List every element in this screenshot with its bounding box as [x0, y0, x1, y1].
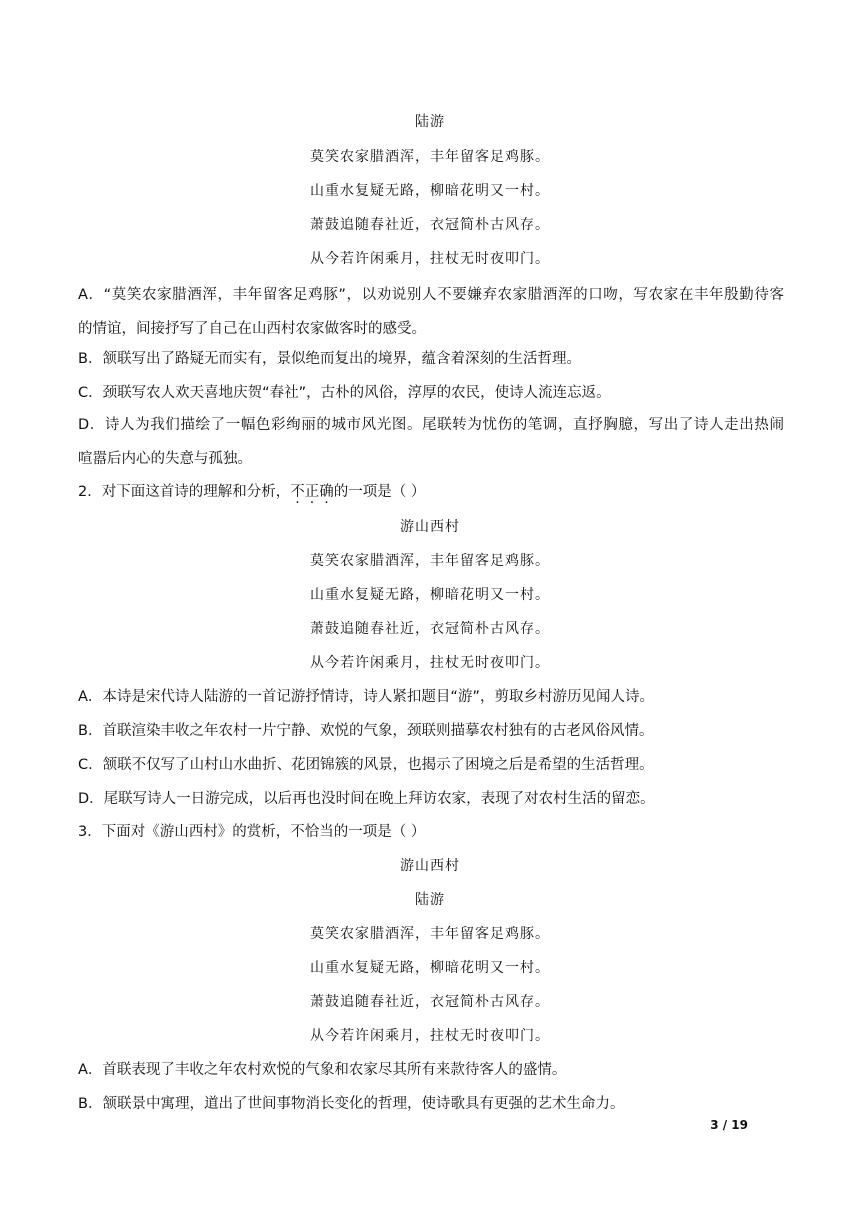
poem-author: 陆游 — [415, 114, 445, 130]
poem-line: 萧鼓追随春社近，衣冠简朴古风存。 — [310, 621, 550, 637]
question-stem-prefix: 2．对下面这首诗的理解和分析， — [78, 484, 291, 500]
poem-line: 莫笑农家腊酒浑，丰年留客足鸡豚。 — [310, 926, 550, 942]
poem-line: 萧鼓追随春社近，衣冠简朴古风存。 — [310, 994, 550, 1010]
poem-line: 从今若许闲乘月，拄杖无时夜叩门。 — [310, 1028, 550, 1044]
option-b: B．颔联景中寓理，道出了世间事物消长变化的哲理，使诗歌具有更强的艺术生命力。 — [78, 1096, 625, 1112]
option-a-line1: A．“莫笑农家腊酒浑，丰年留客足鸡豚”，以劝说别人不要嫌弃农家腊酒浑的口吻，写农家在丰年殷勤待客 — [78, 287, 784, 303]
page-number: 3 / 19 — [710, 1118, 748, 1132]
option-d: D．尾联写诗人一日游完成，以后再也没时间在晚上拜访农家，表现了对农村生活的留恋。 — [78, 791, 655, 807]
poem-line: 从今若许闲乘月，拄杖无时夜叩门。 — [310, 251, 550, 267]
poem-line: 萧鼓追随春社近，衣冠简朴古风存。 — [310, 217, 550, 233]
option-b: B．颔联写出了路疑无而实有，景似绝而复出的境界，蕴含着深刻的生活哲理。 — [78, 351, 581, 367]
option-a — [78, 278, 784, 346]
option-d-line1: D．诗人为我们描绘了一幅色彩绚丽的城市风光图。尾联转为忧伤的笔调，直抒胸臆，写出了诗人走出热闹 — [78, 417, 784, 433]
emphasis-char: 确 — [319, 484, 334, 500]
poem-line: 莫笑农家腊酒浑，丰年留客足鸡豚。 — [310, 553, 550, 569]
option-a: A．本诗是宋代诗人陆游的一首记游抒情诗，诗人紧扣题目“游”，剪取乡村游历见闻人诗。 — [78, 689, 654, 705]
poem-line: 从今若许闲乘月，拄杖无时夜叩门。 — [310, 655, 550, 671]
poem-line: 莫笑农家腊酒浑，丰年留客足鸡豚。 — [310, 149, 550, 165]
option-a-line2: 的情谊，间接抒写了自己在山西村农家做客时的感受。 — [78, 321, 426, 337]
option-d-line2: 喧嚣后内心的失意与孤独。 — [78, 451, 252, 467]
poem-title: 游山西村 — [400, 519, 460, 535]
option-c: C．颈联写农人欢天喜地庆贺“春社”，古朴的风俗，淳厚的农民，使诗人流连忘返。 — [78, 385, 611, 401]
poem-line: 山重水复疑无路，柳暗花明又一村。 — [310, 960, 550, 976]
emphasis-char: 正 — [304, 484, 320, 500]
question-3-stem: 3．下面对《游山西村》的赏析，不恰当的一项是（ ） — [78, 824, 426, 840]
option-a: A．首联表现了丰收之年农村欢悦的气象和农家尽其所有来款待客人的盛情。 — [78, 1062, 567, 1078]
poem-author: 陆游 — [415, 892, 445, 908]
option-d — [78, 408, 784, 476]
question-2-stem — [78, 482, 784, 502]
poem-line: 山重水复疑无路，柳暗花明又一村。 — [310, 183, 550, 199]
emphasis-char: 不 — [290, 484, 305, 500]
question-stem-suffix: 的一项是（ ） — [333, 484, 426, 500]
poem-title: 游山西村 — [400, 858, 460, 874]
poem-line: 山重水复疑无路，柳暗花明又一村。 — [310, 587, 550, 603]
option-b: B．首联渲染丰收之年农村一片宁静、欢悦的气象，颈联则描摹农村独有的古老风俗风情。 — [78, 723, 654, 739]
option-c: C．颔联不仅写了山村山水曲折、花团锦簇的风景，也揭示了困境之后是希望的生活哲理。 — [78, 757, 654, 773]
